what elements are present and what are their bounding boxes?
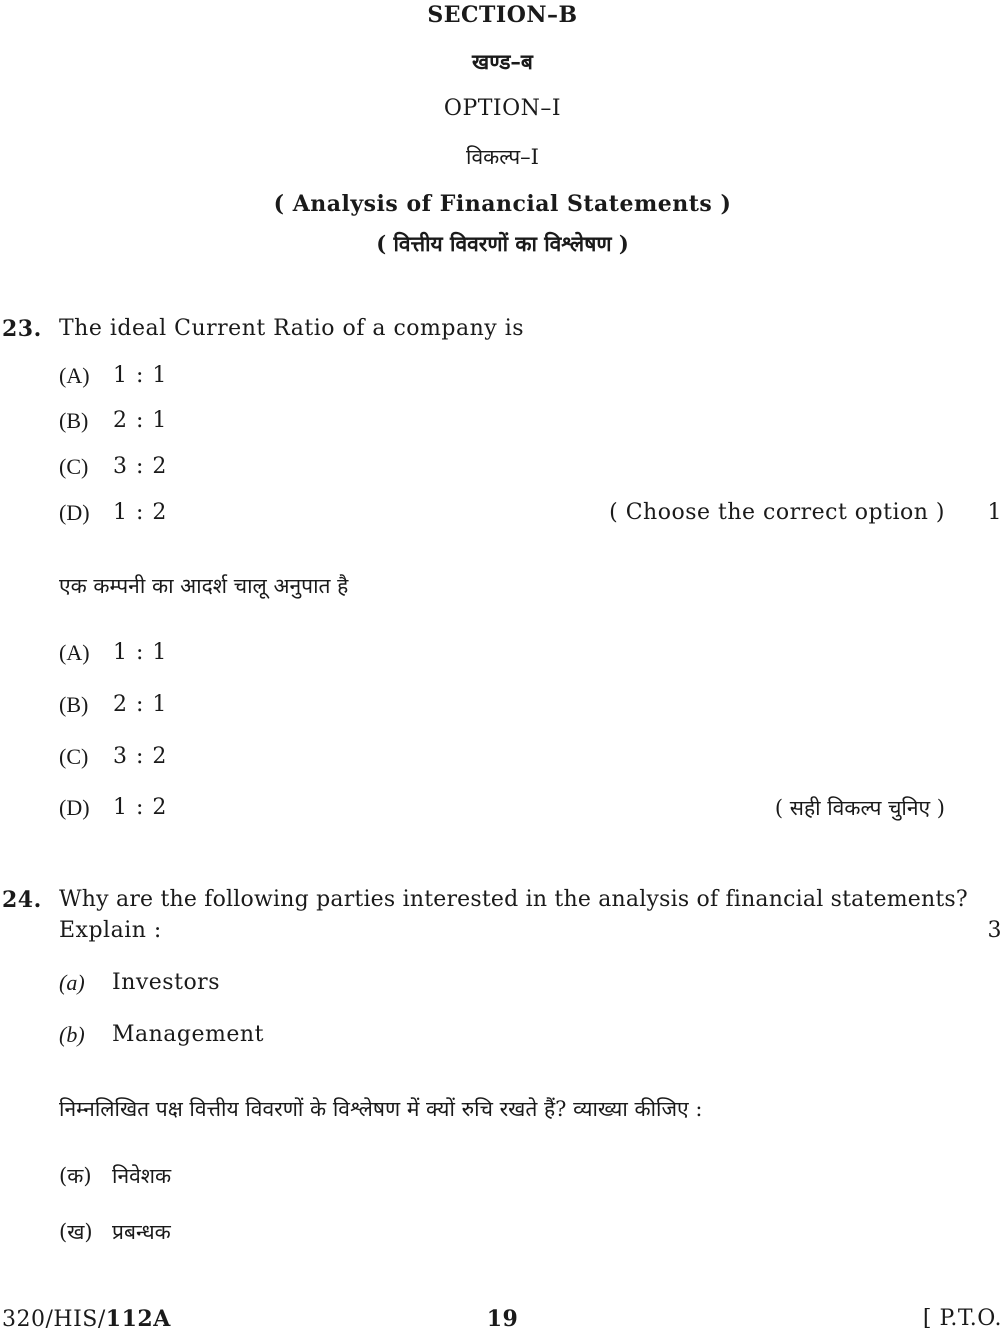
question-text-hi: एक कम्पनी का आदर्श चालू अनुपात है: [59, 574, 349, 598]
option-value: 3 : 2: [113, 744, 168, 769]
option-value: 2 : 1: [113, 408, 168, 433]
instruction-en: ( Choose the correct option ): [609, 500, 945, 525]
part-text: निवेशक: [112, 1164, 172, 1188]
option-title-hi: विकल्प–I: [466, 145, 539, 169]
instruction-hi: ( सही विकल्प चुनिए ): [774, 796, 945, 820]
part-label: (क): [59, 1164, 92, 1188]
option-label: (A): [59, 640, 90, 665]
question-text-en: The ideal Current Ratio of a company is: [59, 316, 525, 341]
question-number: 23.: [2, 316, 42, 342]
question-text-hi: निम्नलिखित पक्ष वित्तीय विवरणों के विश्लेषण में क्यों रुचि रखते हैं? व्याख्या कीजिए :: [59, 1097, 703, 1121]
option-title-en: OPTION–I: [443, 96, 562, 121]
section-title-hi: खण्ड–ब: [472, 49, 533, 74]
option-value: 2 : 1: [113, 692, 168, 717]
please-turn-over: [ P.T.O.: [922, 1306, 1002, 1331]
option-value: 1 : 2: [113, 500, 168, 525]
part-label: (b): [59, 1022, 85, 1047]
part-text: Investors: [112, 970, 220, 995]
option-label: (B): [59, 692, 89, 717]
topic-title-hi: ( वित्तीय विवरणों का विश्लेषण ): [376, 231, 629, 256]
option-label: (A): [59, 363, 90, 388]
topic-title-en: ( Analysis of Financial Statements ): [273, 191, 732, 217]
marks: 1: [987, 500, 1002, 525]
paper-code-prefix: 320/HIS/: [2, 1307, 106, 1332]
question-number: 24.: [2, 887, 42, 913]
question-text-en-continued: Explain :: [59, 918, 162, 943]
option-value: 3 : 2: [113, 454, 168, 479]
option-value: 1 : 2: [113, 795, 168, 820]
part-label: (a): [59, 970, 85, 995]
option-label: (C): [59, 454, 89, 479]
marks: 3: [987, 918, 1002, 943]
page-number: 19: [486, 1306, 519, 1332]
option-label: (C): [59, 744, 89, 769]
option-value: 1 : 1: [113, 363, 168, 388]
option-label: (D): [59, 795, 90, 820]
part-label: (ख): [59, 1220, 93, 1244]
option-label: (B): [59, 408, 89, 433]
paper-code-number: 112A: [105, 1306, 171, 1332]
part-text: प्रबन्धक: [112, 1220, 171, 1244]
question-text-en: Why are the following parties interested in the analysis of financial statements?: [59, 887, 968, 912]
option-label: (D): [59, 500, 90, 525]
option-value: 1 : 1: [113, 640, 168, 665]
section-title-en: SECTION–B: [427, 2, 578, 28]
part-text: Management: [112, 1022, 264, 1047]
